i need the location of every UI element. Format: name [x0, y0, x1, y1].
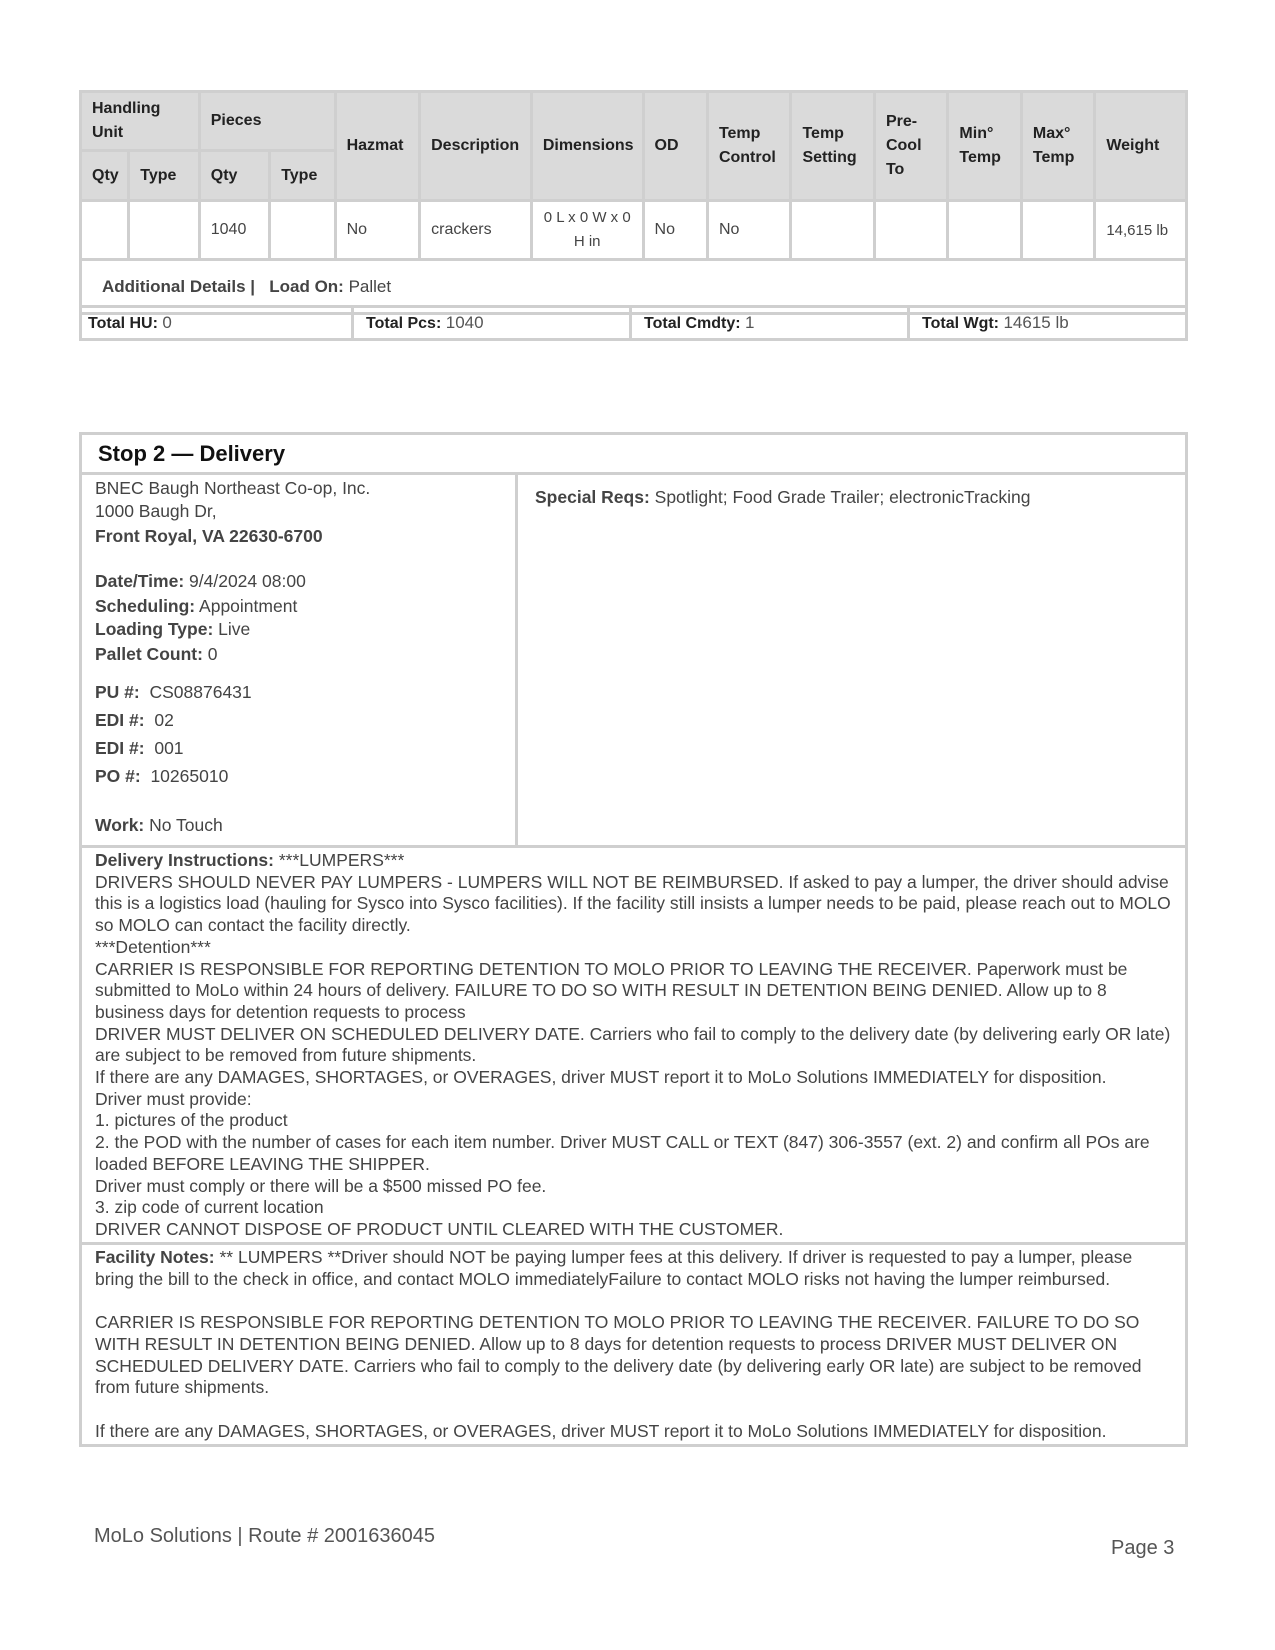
header-pieces: Pieces: [199, 92, 335, 151]
header-description: Description: [420, 92, 532, 201]
company-name: BNEC Baugh Northeast Co-op, Inc.: [95, 478, 371, 498]
load-on-value: Pallet: [348, 276, 392, 296]
page-number: Page 3: [1111, 1537, 1175, 1559]
delivery-instructions: Delivery Instructions: ***LUMPERS*** DRIVERS SHOULD NEVER PAY LUMPERS - LUMPERS WILL NOT BE REIMBURSED. If asked to pay a lumper, the driver should advise this is a logistics load (hauling for Sysco into Sysco facilities). If the facility still insists a lumper needs to be paid, please reach out to MOLO so MOLO can contact the facility directly. ***Detention*** CARRIER IS RESPONSIBLE FOR REPORTING DETENTION TO MOLO PRIOR TO LEAVING THE RECEIVER. Paperwork must be submitted to MoLo within 24 hours of delivery. FAILURE TO DO SO WITH RESULT IN DETENTION BEING DENIED. Allow up to 8 business days for detention requests to process DRIVER MUST DELIVER ON SCHEDULED DELIVERY DATE. Carriers who fail to comply to the delivery date (by delivering early OR late) are subject to be removed from future shipments. If there are any DAMAGES, SHORTAGES, or OVERAGES, driver MUST report it to MoLo Solutions IMMEDIATELY for disposition. Driver must provide: 1. pictures of the product 2. the POD with the number of cases for each item number. Driver MUST CALL or TEXT (847) 306-3557 (ext. 2) and confirm all POs are loaded BEFORE LEAVING THE SHIPPER. Driver must comply or there will be a $500 missed PO fee. 3. zip code of current location DRIVER CANNOT DISPOSE OF PRODUCT UNTIL CLEARED WITH THE CUSTOMER.: [82, 848, 1185, 1245]
total-pcs: Total Pcs: 1040: [354, 308, 632, 338]
facility-notes: Facility Notes: ** LUMPERS **Driver should NOT be paying lumper fees at this delivery. If driver is requested to pay a lumper, please bring the bill to the check in office, and contact MOLO immediatelyFailure to contact MOLO risks not having the lumper reimbursed. CARRIER IS RESPONSIBLE FOR REPORTING DETENTION TO MOLO PRIOR TO LEAVING THE RECEIVER. FAILURE TO DO SO WITH RESULT IN DETENTION BEING DENIED. Allow up to 8 days for detention requests to process DRIVER MUST DELIVER ON SCHEDULED DELIVERY DATE. Carriers who fail to comply to the delivery date (by delivering early OR late) are subject to be removed from future shipments. If there are any DAMAGES, SHORTAGES, or OVERAGES, driver MUST report it to MoLo Solutions IMMEDIATELY for disposition.: [95, 1247, 1142, 1441]
cell-max-temp: [1021, 201, 1094, 260]
cell-pcs-type: [270, 201, 335, 260]
header-od: OD: [643, 92, 707, 201]
cell-hu-qty: [81, 201, 129, 260]
header-handling-unit: Handling Unit: [81, 92, 200, 151]
cell-pcs-qty: 1040: [199, 201, 269, 260]
header-hu-type: Type: [129, 151, 199, 201]
cell-pre-cool: [874, 201, 947, 260]
street-address: 1000 Baugh Dr,: [95, 501, 217, 521]
loading-type: Loading Type: Live: [95, 619, 251, 639]
cell-description: crackers: [420, 201, 532, 260]
stop-card: [79, 432, 1188, 1447]
cell-hu-type: [129, 201, 199, 260]
totals-row: [79, 305, 1188, 341]
pallet-count: Pallet Count: 0: [95, 644, 218, 664]
table-row: [81, 201, 1187, 260]
cell-temp-setting: [791, 201, 875, 260]
edi-number-2: EDI #: 001: [95, 738, 184, 758]
header-pcs-qty: Qty: [199, 151, 269, 201]
datetime: Date/Time: 9/4/2024 08:00: [95, 571, 306, 591]
edi-number-1: EDI #: 02: [95, 710, 174, 730]
header-pre-cool-to: Pre-Cool To: [874, 92, 947, 201]
header-weight: Weight: [1095, 92, 1187, 201]
cell-weight: 14,615 lb: [1095, 201, 1187, 260]
cell-dimensions: 0 L x 0 W x 0 H in: [531, 201, 643, 260]
header-max-temp: Max° Temp: [1021, 92, 1094, 201]
header-min-temp: Min° Temp: [948, 92, 1021, 201]
po-number: PO #: 10265010: [95, 766, 229, 786]
cell-hazmat: No: [335, 201, 420, 260]
header-hazmat: Hazmat: [335, 92, 420, 201]
work: Work: No Touch: [95, 815, 223, 835]
total-cmdty: Total Cmdty: 1: [632, 308, 910, 338]
cell-od: No: [643, 201, 707, 260]
header-dimensions: Dimensions: [531, 92, 643, 201]
scheduling: Scheduling: Appointment: [95, 596, 298, 616]
stop-title: Stop 2 — Delivery: [82, 435, 1185, 475]
pu-number: PU #: CS08876431: [95, 682, 252, 702]
footer-route: MoLo Solutions | Route # 2001636045: [94, 1525, 436, 1547]
commodity-table: [79, 90, 1188, 315]
total-hu: Total HU: 0: [82, 308, 354, 338]
header-hu-qty: Qty: [81, 151, 129, 201]
additional-details-label: Additional Details |: [102, 276, 256, 296]
city-state-zip: Front Royal, VA 22630-6700: [95, 526, 323, 546]
special-requirements: Special Reqs: Spotlight; Food Grade Trailer; electronicTracking: [535, 487, 1031, 507]
header-temp-control: Temp Control: [707, 92, 791, 201]
header-temp-setting: Temp Setting: [791, 92, 875, 201]
cell-min-temp: [948, 201, 1021, 260]
total-wgt: Total Wgt: 14615 lb: [922, 313, 1069, 332]
stop-details: [82, 475, 518, 845]
cell-temp-control: No: [707, 201, 791, 260]
header-pcs-type: Type: [270, 151, 335, 201]
load-on-label: Load On:: [269, 276, 344, 296]
